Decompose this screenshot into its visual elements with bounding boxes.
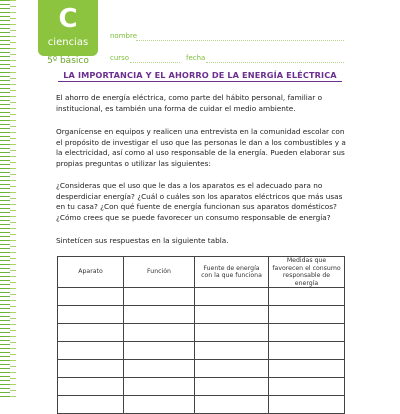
table-cell[interactable] [195,378,269,396]
table-cell[interactable] [269,342,345,360]
table-cell[interactable] [58,288,124,306]
table-row [58,342,345,360]
questions-paragraph: ¿Consideras que el uso que le das a los aparatos es el adecuado para no desperdiciar energía? ¿Cuál o cuáles son los aparatos eléctricos que más usas en tu casa? ¿Con qué fuente de energía funcionan sus aparatos domésticos? ¿Cómo crees que se puede favorecer un consumo responsable de energía? [56,181,343,222]
table-cell[interactable] [195,396,269,414]
table-cell[interactable] [124,288,195,306]
table-row [58,360,345,378]
synthesis-paragraph: Sintetícen sus respuestas en la siguiente tabla. [56,236,229,245]
badge-letter: C [58,4,78,34]
intro-paragraph: El ahorro de energía eléctrica, como parte del hábito personal, familiar o institucional, es también una forma de cuidar el medio ambiente. [56,93,323,113]
margin-ruling-inner [10,0,16,400]
table-header-row [58,257,345,288]
table-cell[interactable] [269,288,345,306]
table-row [58,324,345,342]
table-cell[interactable] [58,324,124,342]
table-cell[interactable] [269,306,345,324]
fecha-label: fecha [186,54,206,62]
margin-ruling [0,0,10,400]
table-cell[interactable] [269,378,345,396]
table-cell[interactable] [269,324,345,342]
grade-label: 5º básico [47,56,89,66]
table-cell[interactable] [269,396,345,414]
table-cell[interactable] [195,306,269,324]
table-cell[interactable] [195,288,269,306]
curso-field[interactable] [130,62,180,63]
instructions-paragraph: Organícense en equipos y realicen una entrevista en la comunidad escolar con el propósito de investigar el uso que las personas le dan a los combustibles y a la electricidad, así como al uso responsable de la energía. Pueden elaborar sus propias preguntas o utilizar las siguientes: [56,127,346,168]
table-cell[interactable] [58,360,124,378]
curso-label: curso [110,54,130,62]
badge-subject: ciencias [47,37,89,48]
table-cell[interactable] [58,378,124,396]
column-header: Función [124,257,195,288]
table-cell[interactable] [124,324,195,342]
table-cell[interactable] [124,378,195,396]
table-cell[interactable] [124,396,195,414]
column-header: Aparato [58,257,124,288]
table-row [58,306,345,324]
subject-badge [38,0,98,56]
table-cell[interactable] [58,342,124,360]
table-cell[interactable] [58,396,124,414]
table-cell[interactable] [195,360,269,378]
table-cell[interactable] [58,306,124,324]
nombre-field[interactable] [136,40,344,41]
responses-table [57,256,345,414]
table-row [58,396,345,414]
title-underline [58,81,342,82]
page-title: LA IMPORTANCIA Y EL AHORRO DE LA ENERGÍA ELÉCTRICA [63,70,337,80]
column-header: Fuente de energía con la que funciona [195,257,269,288]
nombre-label: nombre [110,32,138,40]
table-cell[interactable] [195,324,269,342]
fecha-field[interactable] [206,62,344,63]
table-row [58,378,345,396]
table-cell[interactable] [124,306,195,324]
column-header: Medidas que favorecen el consumo responsable de energía [269,257,345,288]
table-cell[interactable] [124,342,195,360]
table-row [58,288,345,306]
table-cell[interactable] [124,360,195,378]
table-cell[interactable] [269,360,345,378]
table-cell[interactable] [195,342,269,360]
